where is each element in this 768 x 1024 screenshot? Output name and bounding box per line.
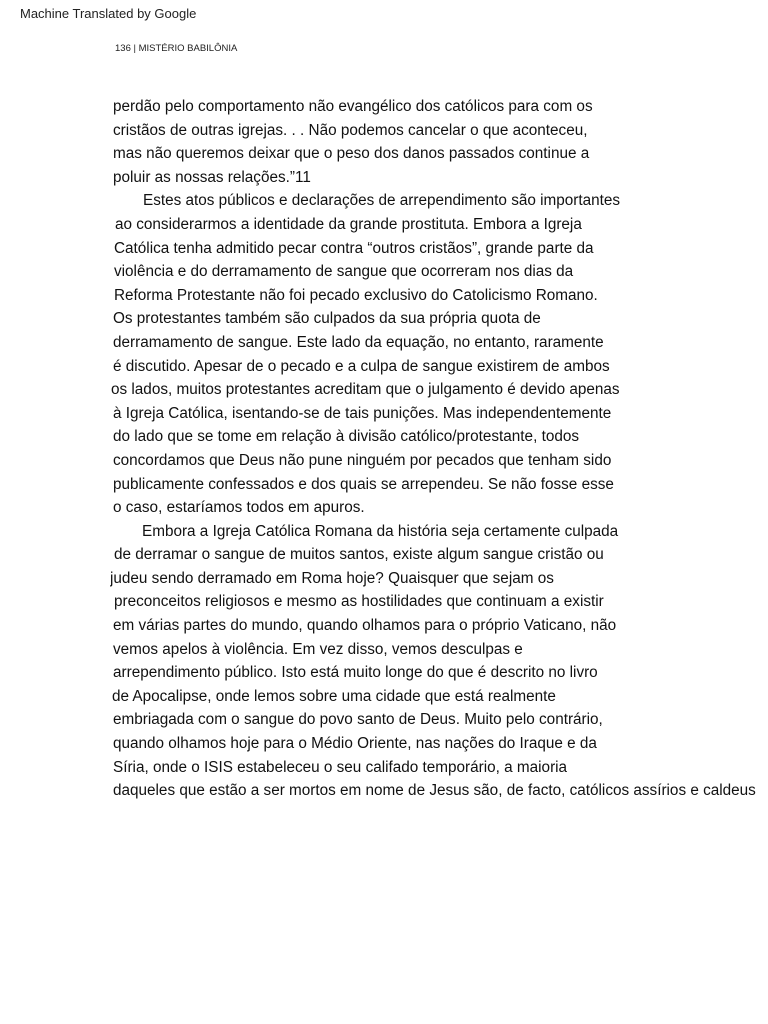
text-line: ao considerarmos a identidade da grande prostituta. Embora a Igreja <box>115 215 582 233</box>
running-head: 136 | MISTÉRIO BABILÔNIA <box>115 43 238 54</box>
text-line: à Igreja Católica, isentando-se de tais punições. Mas independentemente <box>113 404 612 422</box>
text-line: violência e do derramamento de sangue que ocorreram nos dias da <box>114 263 574 281</box>
machine-translation-banner: Machine Translated by Google <box>20 6 197 21</box>
text-line: embriagada com o sangue do povo santo de Deus. Muito pelo contrário, <box>113 711 603 729</box>
text-line: cristãos de outras igrejas. . . Não podemos cancelar o que aconteceu, <box>113 121 588 139</box>
text-line: poluir as nossas relações.”11 <box>113 168 311 186</box>
text-line: daqueles que estão a ser mortos em nome de Jesus são, de facto, católicos assírios e caldeus <box>113 782 756 800</box>
text-line: Os protestantes também são culpados da sua própria quota de <box>113 310 541 328</box>
text-line: Reforma Protestante não foi pecado exclusivo do Catolicismo Romano. <box>114 286 598 304</box>
text-line: publicamente confessados e dos quais se arrependeu. Se não fosse esse <box>113 475 614 493</box>
text-line: arrependimento público. Isto está muito longe do que é descrito no livro <box>113 664 598 682</box>
text-line: Católica tenha admitido pecar contra “outros cristãos”, grande parte da <box>114 239 594 257</box>
text-line: judeu sendo derramado em Roma hoje? Quaisquer que sejam os <box>110 569 554 587</box>
paragraph-start-line: Embora a Igreja Católica Romana da história seja certamente culpada <box>142 522 619 540</box>
text-line: mas não queremos deixar que o peso dos danos passados continue a <box>113 145 590 163</box>
text-line: concordamos que Deus não pune ninguém por pecados que tenham sido <box>113 451 612 469</box>
body-text <box>110 95 768 803</box>
text-line: do lado que se tome em relação à divisão católico/protestante, todos <box>113 428 579 446</box>
text-line: os lados, muitos protestantes acreditam que o julgamento é devido apenas <box>111 381 620 399</box>
text-line: derramamento de sangue. Este lado da equação, no entanto, raramente <box>113 333 604 351</box>
text-line: preconceitos religiosos e mesmo as hostilidades que continuam a existir <box>114 593 604 611</box>
text-line: o caso, estaríamos todos em apuros. <box>113 499 365 517</box>
paragraph-start-line: Estes atos públicos e declarações de arrependimento são importantes <box>143 192 621 210</box>
text-line: de Apocalipse, onde lemos sobre uma cidade que está realmente <box>112 687 556 705</box>
text-line: em várias partes do mundo, quando olhamos para o próprio Vaticano, não <box>113 617 617 635</box>
text-line: quando olhamos hoje para o Médio Oriente, nas nações do Iraque e da <box>113 735 597 753</box>
text-line: é discutido. Apesar de o pecado e a culpa de sangue existirem de ambos <box>113 357 610 375</box>
text-line: vemos apelos à violência. Em vez disso, vemos desculpas e <box>113 640 523 658</box>
text-line: de derramar o sangue de muitos santos, existe algum sangue cristão ou <box>114 546 604 564</box>
text-line: perdão pelo comportamento não evangélico dos católicos para com os <box>113 98 593 115</box>
text-line: Síria, onde o ISIS estabeleceu o seu califado temporário, a maioria <box>113 758 568 776</box>
